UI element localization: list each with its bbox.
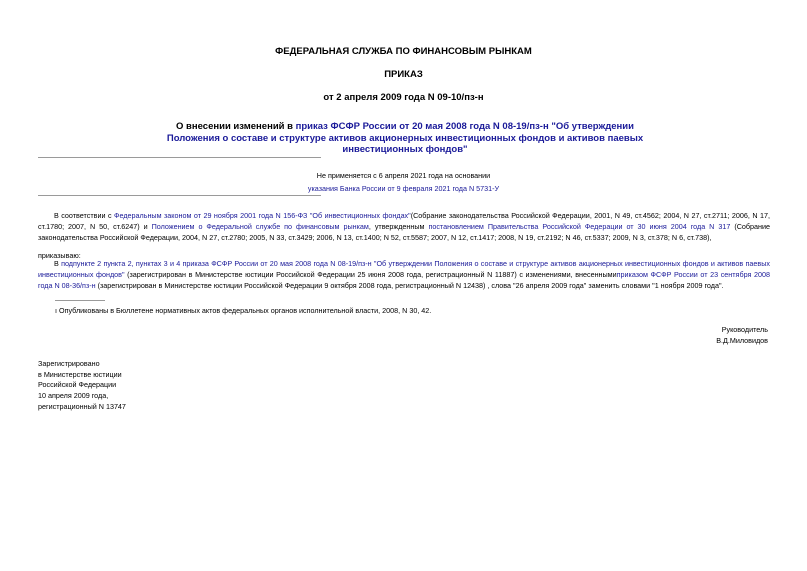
registration-line: в Министерстве юстиции: [38, 369, 122, 379]
order-paragraph: [38, 258, 770, 292]
subject-prefix: О внесении изменений в: [176, 121, 296, 132]
document-type-heading: ПРИКАЗ: [384, 69, 423, 80]
notice-text: Не применяется с 6 апреля 2021 года на основании: [316, 171, 491, 180]
subject-order-link[interactable]: приказ ФСФР России от 20 мая 2008 года N 08-19/пз-н "Об утверждении Положения о составе и структуре активов акционерных инвестиционных фондов и активов паевых инвестиционных фондов": [166, 121, 644, 155]
separator-line: [38, 157, 321, 158]
separator-line: [38, 195, 321, 196]
text: , утвержденным: [368, 222, 429, 232]
footnote-separator: [55, 300, 105, 301]
federal-law-link[interactable]: Федеральным законом от 29 ноября 2001 года N 156-ФЗ "Об инвестиционных фондах": [114, 211, 411, 220]
regulation-link[interactable]: Положением о Федеральной службе по финансовым рынкам: [151, 222, 369, 232]
footnote: ı Опубликованы в Бюллетене нормативных актов федеральных органов исполнительной власти, 2008, N 30, 42.: [55, 306, 432, 315]
notice-link[interactable]: указания Банка России от 9 февраля 2021 года N 5731-У: [307, 184, 500, 193]
preamble-paragraph: [38, 210, 770, 244]
registration-block: [38, 359, 126, 413]
text: В: [54, 259, 62, 268]
government-decree-link[interactable]: постановлением Правительства Российской Федерации от 30 июня 2004 года N 317: [428, 222, 731, 232]
registration-line: регистрационный N 13747: [38, 401, 126, 411]
document-subject: [150, 121, 660, 156]
text: (Собрание законодательства Российской Федерации, 2004, N 27, ст.2780; 2005, N 33, ст.3429; 2006, N 13, ст.1400; N 52, ст.5587; 2007, N 12, ст.1417; 2008, N 19, ст.2192; N 46, ст.5337; 2009, N 3, ст.378; N 6, ст.738),: [38, 222, 770, 243]
signatory-title: Руководитель: [721, 325, 768, 334]
registration-line: Российской Федерации: [38, 380, 117, 390]
amending-order-link[interactable]: приказом ФСФР России от 23 сентября 2008 года N 08-36/пз-н: [38, 270, 770, 291]
amended-order-link[interactable]: подпункте 2 пункта 2, пунктах 3 и 4 приказа ФСФР России от 20 мая 2008 года N 08-19/пз-н "Об утверждении Положения о составе и структуре активов акционерных инвестиционных фондов и активов паевых инвестиционных фондов": [38, 259, 770, 280]
registration-line: 10 апреля 2009 года,: [38, 391, 109, 401]
registration-line: Зарегистрировано: [38, 359, 100, 368]
signature-block: [716, 324, 768, 346]
text: (Собрание законодательства Российской Федерации, 2001, N 49, ст.4562; 2004, N 27, ст.2711; 2006, N 17, ст.1780; 2007, N 50, ст.6247) и: [38, 211, 770, 232]
signatory-name: В.Д.Миловидов: [716, 336, 768, 345]
document-date-number: от 2 апреля 2009 года N 09-10/пз-н: [323, 92, 484, 103]
text: (зарегистрирован в Министерстве юстиции Российской Федерации 9 октября 2008 года, регистрационный N 12438) , слова "26 апреля 2009 года" заменить словами "1 ноября 2009 года".: [95, 281, 724, 291]
validity-notice: [0, 169, 807, 195]
order-word: приказываю:: [38, 251, 81, 260]
text: В соответствии с: [54, 211, 115, 220]
text: (зарегистрирован в Министерстве юстиции Российской Федерации 25 июня 2008 года, регистрационный N 11887) с изменениями, внесенными: [124, 270, 617, 280]
organization-heading: ФЕДЕРАЛЬНАЯ СЛУЖБА ПО ФИНАНСОВЫМ РЫНКАМ: [275, 46, 532, 57]
